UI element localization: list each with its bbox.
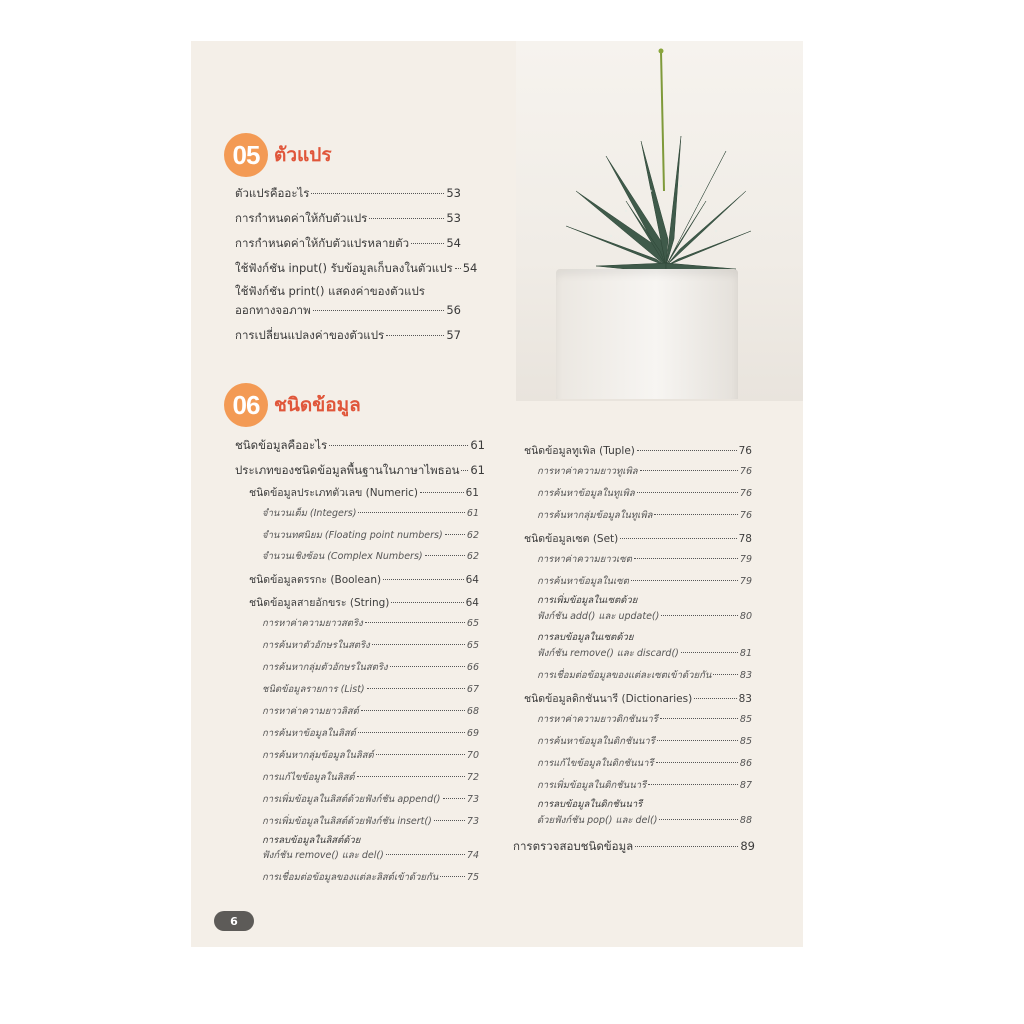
toc-entry-label-line2: ออกทางจอภาพ: [235, 303, 311, 317]
toc-entry[interactable]: [537, 574, 752, 589]
toc-entry-page: 54: [462, 261, 478, 275]
toc-entry-label: การค้นหากลุ่มข้อมูลในลิสต์: [262, 750, 374, 761]
toc-entry-page: 65: [466, 618, 479, 629]
toc-entry-label-line1: ใช้ฟังก์ชัน print() แสดงค่าของตัวแปร: [235, 284, 425, 298]
toc-entry[interactable]: [537, 778, 752, 793]
toc-entry-label: การหาค่าความยาวเซต: [537, 554, 632, 565]
toc-entry-label-line2: ฟังก์ชัน remove() และ del(): [262, 850, 384, 861]
toc-entry[interactable]: [262, 848, 479, 863]
toc-entry-label: ชนิดข้อมูลตรรกะ (Boolean): [249, 574, 382, 586]
toc-entry-label: ชนิดข้อมูลคืออะไร: [235, 438, 328, 452]
plant-image: [556, 41, 756, 281]
toc-entry-page: 61: [465, 487, 479, 499]
toc-entry-page: 83: [738, 693, 752, 705]
toc-entry[interactable]: [249, 594, 479, 611]
toc-entry-page: 88: [739, 815, 752, 826]
toc-entry-label: จำนวนเต็ม (Integers): [262, 508, 357, 519]
toc-entry-page: 89: [740, 839, 755, 853]
book-page: [191, 41, 803, 947]
toc-entry-page: 85: [739, 736, 752, 747]
toc-entry-label: การเปลี่ยนแปลงค่าของตัวแปร: [235, 328, 385, 342]
toc-entry-label-line2: ฟังก์ชัน remove() และ discard(): [537, 648, 679, 659]
toc-entry-label: การแก้ไขข้อมูลในลิสต์: [262, 772, 355, 783]
toc-entry-label-line1: การลบข้อมูลในเซตด้วย: [537, 632, 634, 643]
toc-entry-label: จำนวนเชิงซ้อน (Complex Numbers): [262, 551, 423, 562]
toc-entry-page: 73: [466, 794, 479, 805]
toc-entry-page: 61: [470, 438, 485, 452]
toc-entry[interactable]: [249, 571, 479, 588]
toc-entry-page: 69: [466, 728, 479, 739]
toc-entry-page: 80: [739, 611, 752, 622]
toc-entry-page: 64: [465, 574, 479, 586]
toc-entry-label-line2: ด้วยฟังก์ชัน pop() และ del(): [537, 815, 658, 826]
toc-entry-page: 75: [466, 872, 479, 883]
chapter-number-badge: 06: [224, 383, 268, 427]
toc-entry[interactable]: [235, 327, 461, 345]
toc-entry-label: การเพิ่มข้อมูลในดิกชันนารี: [537, 780, 647, 791]
toc-entry-label: การเชื่อมต่อข้อมูลของแต่ละเซตเข้าด้วยกัน: [537, 670, 712, 681]
toc-entry[interactable]: [249, 484, 479, 501]
toc-entry-page: 62: [466, 551, 479, 562]
toc-entry-label: การหาค่าความยาวลิสต์: [262, 706, 359, 717]
toc-entry-page: 79: [739, 554, 752, 565]
toc-entry[interactable]: [262, 660, 479, 675]
toc-entry-page: 53: [446, 186, 461, 200]
toc-entry[interactable]: [537, 668, 752, 683]
toc-entry[interactable]: [537, 734, 752, 749]
toc-entry-label: การค้นหากลุ่มตัวอักษรในสตริง: [262, 662, 388, 673]
toc-entry-label: การหาค่าความยาวดิกชันนารี: [537, 714, 658, 725]
toc-entry[interactable]: [537, 508, 752, 523]
toc-entry-label: การค้นหาข้อมูลในลิสต์: [262, 728, 356, 739]
toc-entry-page: 67: [466, 684, 479, 695]
toc-entry[interactable]: [524, 690, 752, 707]
toc-entry-label: จำนวนทศนิยม (Floating point numbers): [262, 530, 443, 541]
toc-entry-page: 53: [446, 211, 461, 225]
toc-entry[interactable]: [537, 813, 752, 828]
toc-entry[interactable]: [262, 506, 479, 521]
toc-entry[interactable]: [262, 682, 479, 697]
toc-entry-label: ประเภทของชนิดข้อมูลพื้นฐานในภาษาไพธอน: [235, 463, 460, 477]
toc-entry[interactable]: [262, 792, 479, 807]
toc-entry-label: การเพิ่มข้อมูลในลิสต์ด้วยฟังก์ชัน append(): [262, 794, 441, 805]
toc-entry-page: 62: [466, 530, 479, 541]
toc-entry-page: 83: [739, 670, 752, 681]
chapter-06-heading: [224, 383, 361, 427]
toc-entry-page: 64: [465, 597, 479, 609]
toc-entry[interactable]: [262, 814, 479, 829]
toc-entry[interactable]: [235, 185, 461, 203]
toc-entry-page: 85: [739, 714, 752, 725]
toc-entry[interactable]: [524, 530, 752, 547]
toc-entry-label-line1: การเพิ่มข้อมูลในเซตด้วย: [537, 595, 638, 606]
toc-entry-page: 78: [738, 533, 752, 545]
chapter-number-badge: 05: [224, 133, 268, 177]
toc-entry[interactable]: [262, 638, 479, 653]
toc-entry-page: 65: [466, 640, 479, 651]
toc-entry-label: การเชื่อมต่อข้อมูลของแต่ละลิสต์เข้าด้วยกัน: [262, 872, 439, 883]
toc-entry[interactable]: [262, 704, 479, 719]
toc-entry-page: 56: [446, 303, 461, 317]
toc-entry-page: 76: [739, 488, 752, 499]
toc-entry-label: ตัวแปรคืออะไร: [235, 186, 310, 200]
toc-entry[interactable]: [262, 549, 479, 564]
toc-entry-page: 70: [466, 750, 479, 761]
toc-entry[interactable]: [262, 770, 479, 785]
toc-entry[interactable]: [235, 437, 485, 455]
toc-entry[interactable]: [537, 552, 752, 567]
toc-entry-label: การหาค่าความยาวทูเพิล: [537, 466, 638, 477]
toc-entry[interactable]: [262, 726, 479, 741]
toc-entry-label: ชนิดข้อมูลรายการ (List): [262, 684, 365, 695]
toc-entry-page: 72: [466, 772, 479, 783]
toc-entry-page: 87: [739, 780, 752, 791]
toc-entry-page: 76: [739, 466, 752, 477]
toc-entry-label: การค้นหากลุ่มข้อมูลในทูเพิล: [537, 510, 653, 521]
toc-entry-page: 68: [466, 706, 479, 717]
toc-entry[interactable]: [537, 712, 752, 727]
toc-entry[interactable]: [262, 616, 479, 631]
plant-photo: [516, 41, 803, 401]
toc-entry-label: ชนิดข้อมูลเซต (Set): [524, 533, 619, 545]
page-number-badge: 6: [214, 911, 254, 931]
toc-entry-page: 81: [739, 648, 752, 659]
toc-entry-page: 74: [466, 850, 479, 861]
toc-entry[interactable]: [235, 462, 485, 480]
toc-entry[interactable]: [537, 646, 752, 661]
toc-entry-label: การค้นหาข้อมูลในดิกชันนารี: [537, 736, 655, 747]
toc-entry-page: 79: [739, 576, 752, 587]
toc-entry[interactable]: [537, 756, 752, 771]
toc-entry-label: การหาค่าความยาวสตริง: [262, 618, 363, 629]
toc-entry-label: ชนิดข้อมูลดิกชันนารี (Dictionaries): [524, 693, 693, 705]
toc-entry-label-line1: การลบข้อมูลในลิสต์ด้วย: [262, 835, 361, 846]
toc-entry[interactable]: [513, 838, 755, 856]
toc-entry-label-line1: การลบข้อมูลในดิกชันนารี: [537, 799, 643, 810]
toc-entry[interactable]: [262, 748, 479, 763]
toc-entry-label: ชนิดข้อมูลสายอักขระ (String): [249, 597, 390, 609]
toc-entry-page: 73: [466, 816, 479, 827]
toc-entry[interactable]: [262, 528, 479, 543]
toc-entry[interactable]: [235, 235, 461, 253]
toc-entry-label: การค้นหาข้อมูลในทูเพิล: [537, 488, 635, 499]
toc-entry[interactable]: [537, 486, 752, 501]
toc-entry-label: การค้นหาตัวอักษรในสตริง: [262, 640, 370, 651]
toc-entry-label: ชนิดข้อมูลทูเพิล (Tuple): [524, 445, 635, 457]
plant-pot: [556, 269, 738, 399]
toc-entry-label: การกำหนดค่าให้กับตัวแปรหลายตัว: [235, 236, 410, 250]
toc-entry[interactable]: [262, 870, 479, 885]
toc-entry-label: การตรวจสอบชนิดข้อมูล: [513, 839, 634, 853]
toc-entry-page: 76: [739, 510, 752, 521]
toc-entry-page: 54: [446, 236, 461, 250]
toc-entry-page: 86: [739, 758, 752, 769]
toc-entry-label: การเพิ่มข้อมูลในลิสต์ด้วยฟังก์ชัน insert(): [262, 816, 432, 827]
toc-entry[interactable]: [537, 609, 752, 624]
toc-entry[interactable]: [235, 260, 478, 278]
toc-entry-page: 61: [466, 508, 479, 519]
toc-entry-page: 66: [466, 662, 479, 673]
toc-entry-label: การค้นหาข้อมูลในเซต: [537, 576, 629, 587]
chapter-title: ตัวแปร: [274, 144, 332, 166]
toc-entry-label-line2: ฟังก์ชัน add() และ update(): [537, 611, 660, 622]
toc-entry-page: 57: [446, 328, 461, 342]
toc-entry-page: 76: [738, 445, 752, 457]
toc-entry-label: ชนิดข้อมูลประเภทตัวเลข (Numeric): [249, 487, 418, 499]
chapter-title: ชนิดข้อมูล: [274, 394, 361, 416]
toc-entry-label: การแก้ไขข้อมูลในดิกชันนารี: [537, 758, 654, 769]
toc-entry[interactable]: [235, 302, 461, 320]
toc-entry-label: การกำหนดค่าให้กับตัวแปร: [235, 211, 368, 225]
toc-entry-page: 61: [470, 463, 485, 477]
toc-entry[interactable]: [235, 210, 461, 228]
toc-entry[interactable]: [524, 442, 752, 459]
toc-entry[interactable]: [537, 464, 752, 479]
chapter-05-heading: [224, 133, 332, 177]
toc-entry-label: ใช้ฟังก์ชัน input() รับข้อมูลเก็บลงในตัวแปร: [235, 261, 453, 275]
